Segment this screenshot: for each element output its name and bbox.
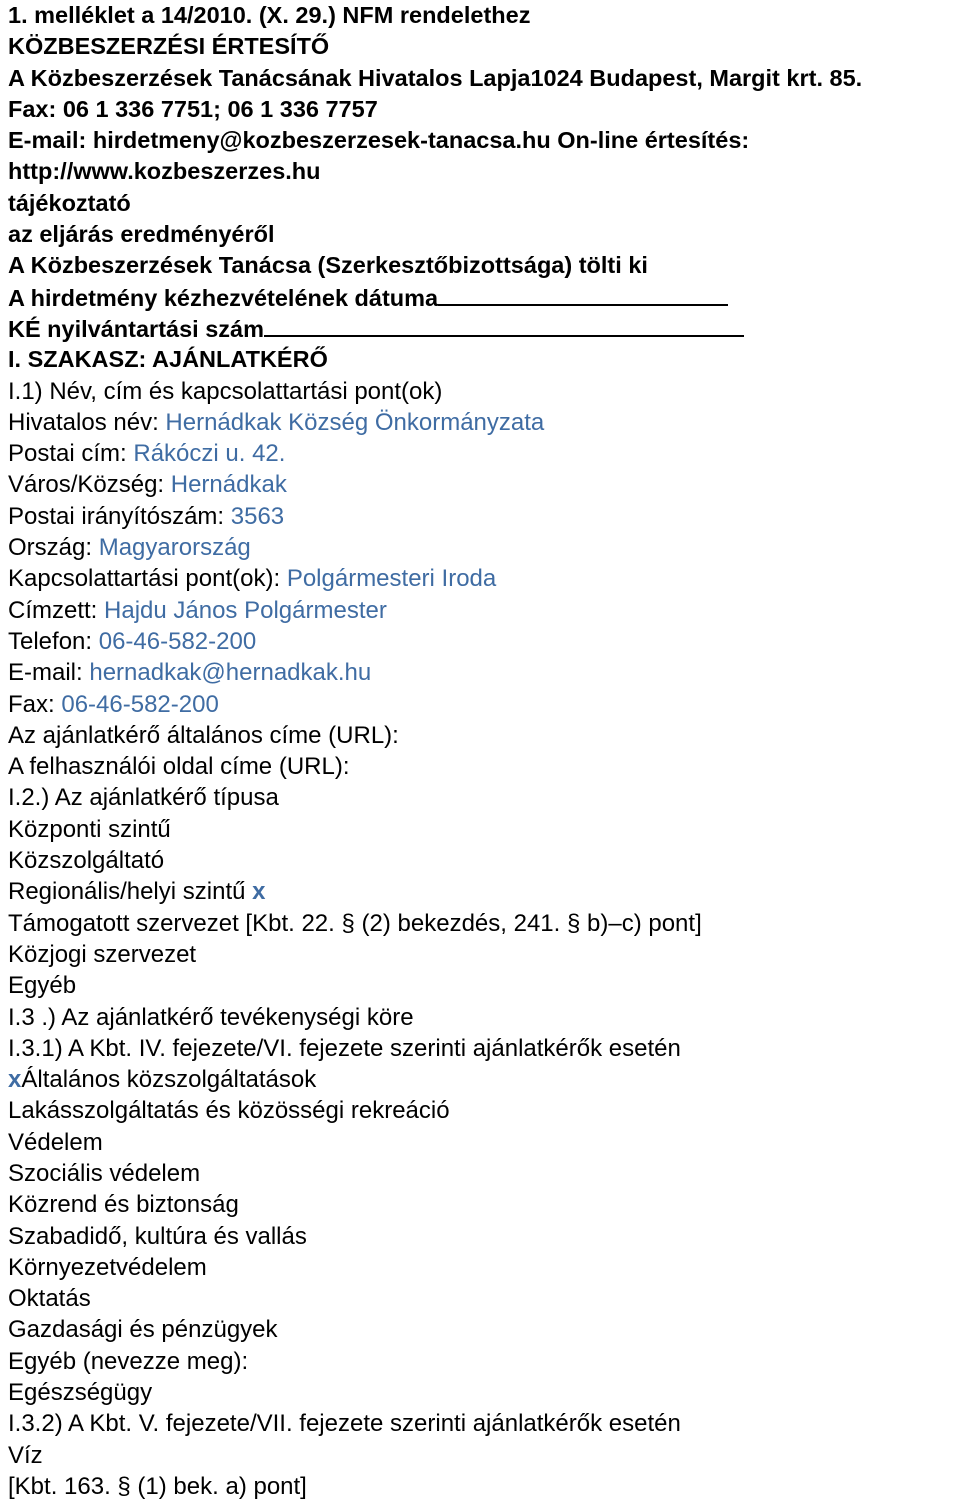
email-row (8, 657, 960, 688)
official-name-label: Hivatalos név: (8, 408, 166, 436)
heading-activity: I.3 .) Az ajánlatkérő tevékenységi köre (8, 1003, 414, 1031)
website-url: http://www.kozbeszerzes.hu (8, 158, 321, 185)
receipt-date-row (8, 282, 960, 313)
city-label: Város/Község: (8, 471, 171, 499)
registry-number-row (8, 313, 960, 344)
kbt-163-part-a: [Kbt. 163. (8, 1472, 118, 1500)
email-label: E-mail: (8, 659, 90, 687)
document-type: tájékoztató (8, 189, 131, 216)
document-subject: az eljárás eredményéről (8, 221, 275, 248)
heading-activity-v-vii: I.3.2) A Kbt. V. fejezete/VII. fejezete szerinti ajánlatkérők esetén (8, 1410, 681, 1438)
fax-value: 06-46-582-200 (61, 690, 219, 718)
activity-education: Oktatás (8, 1285, 91, 1313)
option-regional-row (8, 876, 960, 907)
activity-other: Egyéb (nevezze meg): (8, 1347, 249, 1375)
contact-point-value: Polgármesteri Iroda (286, 565, 497, 593)
publisher-line: A Közbeszerzések Tanácsának Hivatalos Lapja1024 Budapest, Margit krt. 85. (8, 64, 863, 91)
option-supported-row (8, 908, 960, 939)
option-supported-part-b: (2) bekezdés, 241. (354, 909, 567, 937)
option-regional-check-mark: x (252, 878, 266, 906)
section-sign-icon: § (341, 909, 355, 937)
activity-water: Víz (8, 1441, 43, 1469)
email-value: hernadkak@hernadkak.hu (89, 659, 372, 687)
option-central: Központi szintű (8, 815, 171, 843)
buyer-profile-url-row: A felhasználói oldal címe (URL): (8, 753, 350, 781)
addressee-label: Címzett: (8, 596, 105, 624)
gazette-title: KÖZBESZERZÉSI ÉRTESÍTŐ (8, 33, 330, 60)
activity-housing: Lakásszolgáltatás és közösségi rekreáció (8, 1097, 450, 1125)
postal-address-label: Postai cím: (8, 440, 134, 468)
activity-economic: Gazdasági és pénzügyek (8, 1316, 278, 1344)
kbt-163-row (8, 1471, 960, 1502)
country-label: Ország: (8, 534, 99, 562)
activity-defence: Védelem (8, 1128, 103, 1156)
activity-public-order: Közrend és biztonság (8, 1191, 239, 1219)
postal-address-value: Rákóczi u. 42. (133, 440, 286, 468)
filled-by-note: A Közbeszerzések Tanácsa (Szerkesztőbizottsága) tölti ki (8, 252, 648, 279)
activity-social: Szociális védelem (8, 1159, 201, 1187)
receipt-date-blank (438, 282, 728, 306)
option-other: Egyéb (8, 972, 77, 1000)
section-sign-icon: § (566, 909, 581, 937)
section-sign-icon: § (117, 1472, 131, 1500)
activity-health: Egészségügy (8, 1379, 153, 1407)
option-regional-label: Regionális/helyi szintű (8, 878, 253, 906)
phone-label: Telefon: (8, 627, 99, 655)
contact-point-label: Kapcsolattartási pont(ok): (8, 565, 287, 593)
heading-activity-iv-vi: I.3.1) A Kbt. IV. fejezete/VI. fejezete szerinti ajánlatkérők esetén (8, 1034, 681, 1062)
heading-buyer-type: I.2.) Az ajánlatkérő típusa (8, 784, 279, 812)
receipt-date-label: A hirdetmény kézhezvételének dátuma (8, 284, 439, 311)
fax-row (8, 689, 960, 720)
country-row (8, 532, 960, 563)
registry-number-blank (264, 313, 744, 337)
general-url-row: Az ajánlatkérő általános címe (URL): (8, 721, 399, 749)
phone-value: 06-46-582-200 (98, 627, 257, 655)
kbt-163-part-b: (1) bek. a) pont] (130, 1472, 307, 1500)
activity-general-check-mark: x (8, 1066, 22, 1094)
fax-label: Fax: (8, 690, 62, 718)
activity-environment: Környezetvédelem (8, 1253, 207, 1281)
section-title: I. SZAKASZ: AJÁNLATKÉRŐ (8, 346, 328, 373)
heading-name-address: I.1) Név, cím és kapcsolattartási pont(ok) (8, 377, 443, 405)
postcode-row (8, 501, 960, 532)
phone-row (8, 626, 960, 657)
addressee-value: Hajdu János Polgármester (104, 596, 387, 624)
postcode-label: Postai irányítószám: (8, 502, 231, 530)
country-value: Magyarország (98, 534, 251, 562)
postcode-value: 3563 (230, 502, 285, 530)
option-public-law: Közjogi szervezet (8, 940, 197, 968)
activity-general-row (8, 1064, 960, 1095)
official-name-row (8, 407, 960, 438)
addressee-row (8, 595, 960, 626)
official-name-value: Hernádkak Község Önkormányzata (165, 408, 545, 436)
city-value: Hernádkak (170, 471, 287, 499)
fax-line: Fax: 06 1 336 7751; 06 1 336 7757 (8, 95, 378, 122)
city-row (8, 469, 960, 500)
postal-address-row (8, 438, 960, 469)
activity-leisure: Szabadidő, kultúra és vallás (8, 1222, 307, 1250)
registry-number-label: KÉ nyilvántartási szám (8, 315, 264, 342)
annex-reference: 1. melléklet a 14/2010. (X. 29.) NFM rendelethez (8, 2, 531, 28)
contact-point-row (8, 563, 960, 594)
option-supported-part-c: b)–c) pont] (580, 909, 702, 937)
activity-general-label: Általános közszolgáltatások (21, 1066, 317, 1094)
option-utility: Közszolgáltató (8, 847, 165, 875)
email-online-line: E-mail: hirdetmeny@kozbeszerzesek-tanacsa.hu On-line értesítés: (8, 127, 750, 154)
option-supported-part-a: Támogatott szervezet [Kbt. 22. (8, 909, 342, 937)
